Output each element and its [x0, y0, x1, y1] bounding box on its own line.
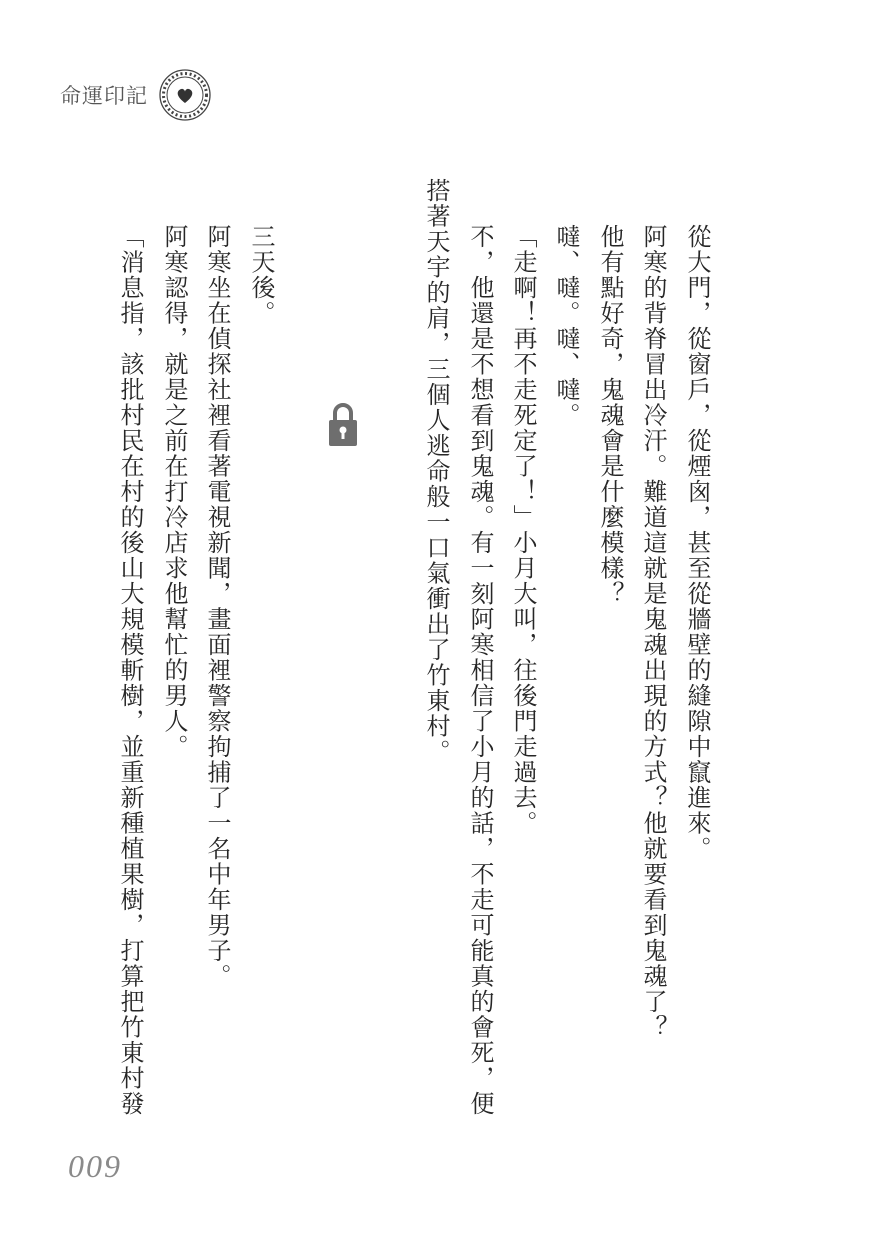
text-column: 噠、噠。噠、噠。	[552, 224, 580, 428]
text-column: 阿寒的背脊冒出冷汗。難道這就是鬼魂出現的方式？他就要看到鬼魂了？	[639, 224, 667, 1040]
text-column: 搭著天宇的肩，三個人逃命般一口氣衝出了竹東村。	[422, 178, 450, 765]
text-column: 阿寒坐在偵探社裡看著電視新聞，畫面裡警察拘捕了一名中年男子。	[203, 224, 231, 989]
text-column: 從大門，從窗戶，從煙囪，甚至從牆壁的縫隙中竄進來。	[683, 224, 711, 862]
text-column: 他有點好奇，鬼魂會是什麼模樣？	[596, 224, 624, 607]
page-number: 009	[68, 1148, 122, 1184]
lock-icon	[326, 400, 360, 448]
text-column: 「消息指，該批村民在村的後山大規模斬樹，並重新種植果樹，打算把竹東村發	[116, 224, 144, 1117]
text-column: 阿寒認得，就是之前在打冷店求他幫忙的男人。	[160, 224, 188, 760]
text-column: 不，他還是不想看到鬼魂。有一刻阿寒相信了小月的話，不走可能真的會死，便	[466, 224, 494, 1117]
running-header-title: 命運印記	[60, 84, 148, 108]
text-column: 三天後。	[247, 224, 275, 326]
text-column: 「走啊！再不走死定了！」小月大叫，往後門走過去。	[509, 224, 537, 836]
heart-wreath-icon	[157, 67, 213, 123]
